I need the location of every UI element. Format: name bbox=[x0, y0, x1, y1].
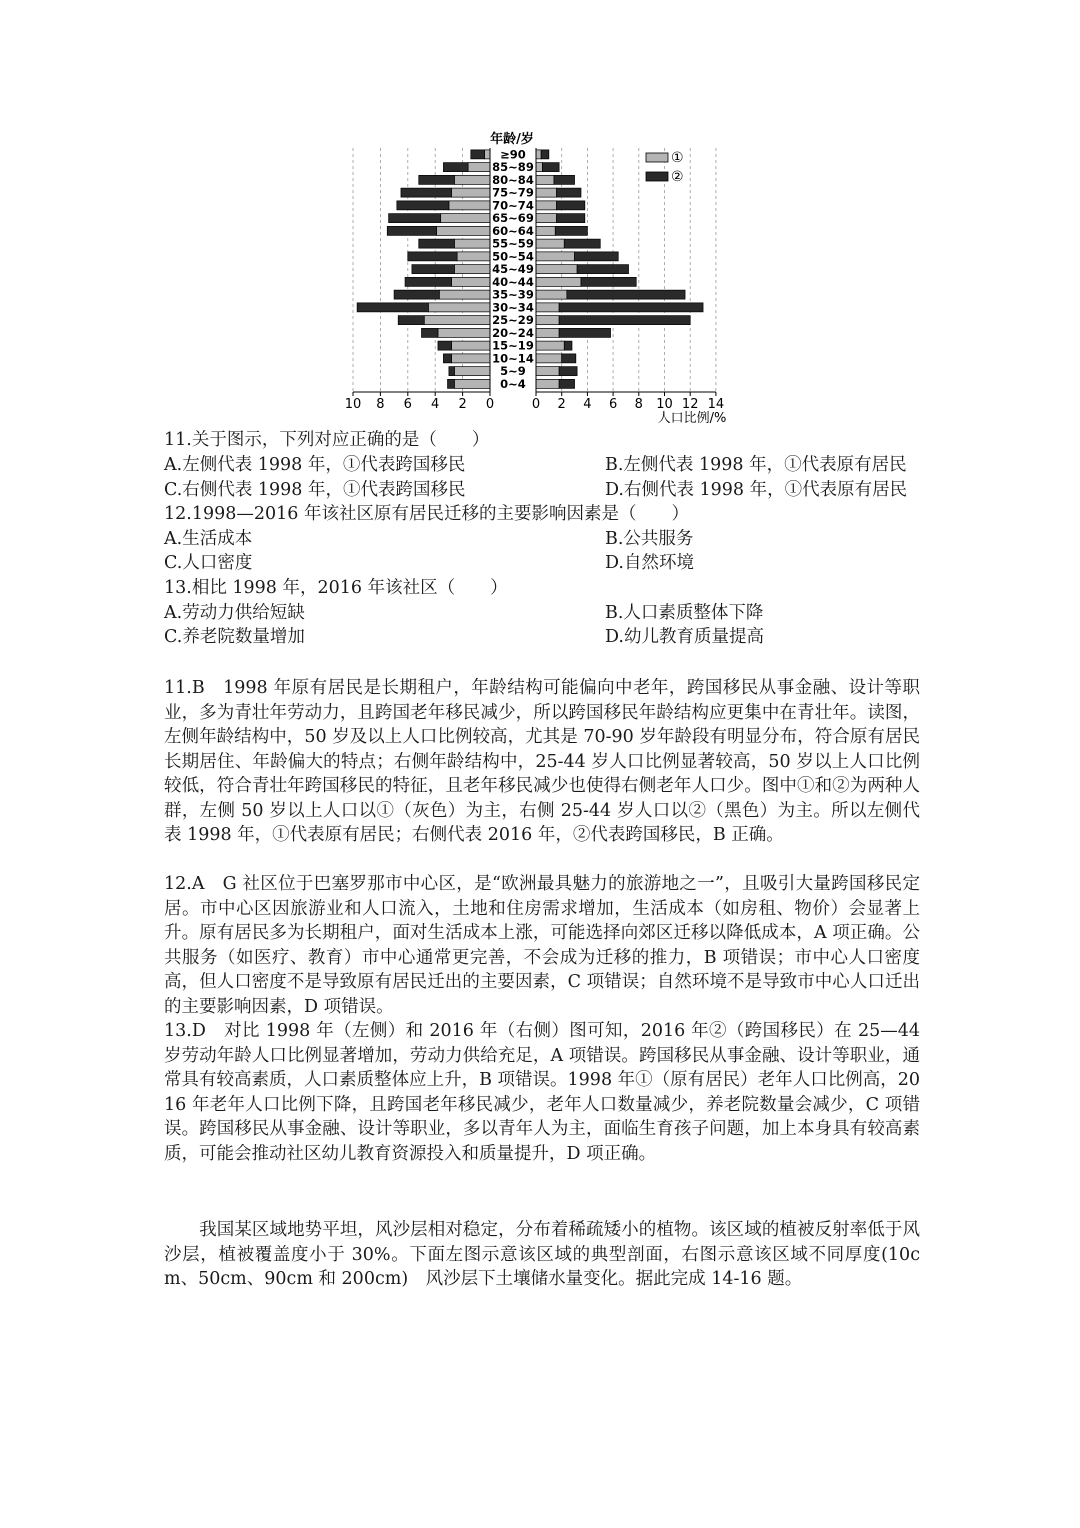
tick-label-right: 14 bbox=[707, 397, 725, 412]
bar-right-1 bbox=[536, 367, 559, 376]
age-label: 40~44 bbox=[492, 274, 534, 289]
q11-option-b: B.左侧代表 1998 年，①代表原有居民 bbox=[605, 455, 907, 475]
legend-label-2: ② bbox=[671, 169, 684, 185]
age-label: 0~4 bbox=[500, 376, 526, 391]
bar-left-1 bbox=[441, 214, 490, 223]
age-label: 50~54 bbox=[492, 249, 534, 264]
bar-right-1 bbox=[536, 150, 541, 159]
bar-right-1 bbox=[536, 265, 577, 274]
answer-12: 12.A G 社区位于巴塞罗那市中心区，是“欧洲最具魅力的旅游地之一”，且吸引大量跨国移民定居。市中心区因旅游业和人口流入，土地和住房需求增加，生活成本（如房租、物价）会显著上升。原有居民多为长期租户，面对生活成本上涨，可能选择向郊区迁移以降低成本，A 项正确。公共服务（如医疗、教育）市中心通常更完善，不会成为迁移的推力，B 项错误；市中心人口密度高，但人口密度不是导致原有居民迁出的主要因素，C 项错误；自然环境不是导致市中心人口迁出的主要影响因素，D 项错误。 bbox=[164, 874, 920, 1017]
bar-left-1 bbox=[449, 201, 490, 210]
bar-right-2 bbox=[559, 316, 690, 325]
legend-label-1: ① bbox=[671, 150, 684, 166]
bar-right-2 bbox=[559, 367, 577, 376]
age-labels bbox=[492, 147, 534, 391]
age-label: 35~39 bbox=[492, 287, 534, 302]
bar-right-1 bbox=[536, 226, 555, 235]
q11-option-a: A.左侧代表 1998 年，①代表跨国移民 bbox=[164, 455, 466, 475]
bar-right-2 bbox=[564, 341, 572, 350]
q11-option-d: D.右侧代表 1998 年，①代表原有居民 bbox=[605, 480, 908, 500]
bar-left-1 bbox=[452, 341, 490, 350]
tick-label-right: 10 bbox=[656, 397, 673, 412]
bar-right-2 bbox=[559, 303, 703, 312]
bar-right-2 bbox=[557, 201, 585, 210]
bar-left-2 bbox=[443, 163, 468, 172]
age-label: 45~49 bbox=[492, 262, 534, 277]
age-label: 85~89 bbox=[492, 160, 534, 175]
bar-right-1 bbox=[536, 201, 557, 210]
bar-right-2 bbox=[577, 265, 628, 274]
bar-right-1 bbox=[536, 341, 564, 350]
q12-stem: 12.1998—2016 年该社区原有居民迁移的主要影响因素是（ ） bbox=[164, 504, 689, 524]
bar-right-1 bbox=[536, 163, 542, 172]
bar-left-1 bbox=[452, 354, 490, 363]
tick-labels bbox=[345, 397, 724, 412]
tick-label-right: 0 bbox=[531, 397, 541, 412]
bar-right-1 bbox=[536, 277, 581, 286]
bar-right-2 bbox=[564, 239, 600, 248]
intro-paragraph-14-16: 我国某区域地势平坦，风沙层相对稳定，分布着稀疏矮小的植物。该区域的植被反射率低于风沙层，植被覆盖度小于 30%。下面左图示意该区域的典型剖面，右图示意该区域不同厚度(10cm、50cm、90cm 和 200cm) 风沙层下土壤储水量变化。据此完成 14-16 题。 bbox=[164, 1220, 920, 1289]
age-label: 30~34 bbox=[492, 300, 534, 315]
bar-right-2 bbox=[541, 150, 549, 159]
bar-right-2 bbox=[562, 354, 576, 363]
bar-left-2 bbox=[405, 277, 452, 286]
bar-right-2 bbox=[559, 379, 574, 388]
bar-right-2 bbox=[575, 252, 619, 261]
q12-option-d: D.自然环境 bbox=[605, 553, 694, 573]
q12-option-c: C.人口密度 bbox=[164, 553, 253, 573]
age-label: 25~29 bbox=[492, 313, 534, 328]
tick-label-left: 4 bbox=[431, 397, 440, 412]
bar-right-1 bbox=[536, 214, 557, 223]
q13-option-b: B.人口素质整体下降 bbox=[605, 603, 764, 623]
tick-label-left: 0 bbox=[485, 397, 495, 412]
bar-left-1 bbox=[438, 328, 490, 337]
bar-left-2 bbox=[449, 367, 454, 376]
legend-swatch-2 bbox=[646, 172, 668, 181]
age-label: 5~9 bbox=[500, 364, 526, 379]
tick-label-left: 10 bbox=[344, 397, 362, 412]
q13-stem: 13.相比 1998 年，2016 年该社区（ ） bbox=[164, 578, 508, 598]
bar-left-1 bbox=[454, 379, 490, 388]
q13-option-c: C.养老院数量增加 bbox=[164, 627, 305, 647]
bar-right-2 bbox=[557, 214, 585, 223]
q13-option-d: D.幼儿教育质量提高 bbox=[605, 627, 764, 647]
tick-label-left: 2 bbox=[458, 397, 467, 412]
bar-left-2 bbox=[448, 379, 455, 388]
bar-right-1 bbox=[536, 252, 575, 261]
bar-right-2 bbox=[581, 277, 636, 286]
bar-right-2 bbox=[559, 328, 610, 337]
bar-left-2 bbox=[401, 188, 452, 197]
q12-option-a: A.生活成本 bbox=[164, 529, 253, 549]
chart-grid bbox=[353, 148, 716, 392]
bar-left-1 bbox=[452, 277, 490, 286]
bar-left-1 bbox=[454, 367, 490, 376]
bar-left-2 bbox=[357, 303, 428, 312]
tick-label-left: 6 bbox=[403, 397, 412, 412]
bar-left-1 bbox=[454, 265, 490, 274]
y-axis-title: 年龄/岁 bbox=[490, 132, 534, 147]
bar-right-1 bbox=[536, 239, 564, 248]
bar-left-2 bbox=[471, 150, 485, 159]
tick-label-right: 6 bbox=[608, 397, 618, 412]
bar-right-1 bbox=[536, 316, 559, 325]
bar-left-2 bbox=[419, 175, 455, 184]
bar-right-1 bbox=[536, 328, 559, 337]
bar-left-2 bbox=[397, 201, 449, 210]
bar-left-1 bbox=[439, 290, 490, 299]
bar-right-2 bbox=[567, 290, 685, 299]
age-label: 55~59 bbox=[492, 236, 534, 251]
bar-right-1 bbox=[536, 303, 559, 312]
age-label: 80~84 bbox=[492, 172, 534, 187]
age-label: 65~69 bbox=[492, 211, 534, 226]
q12-option-b: B.公共服务 bbox=[605, 529, 694, 549]
bar-left-2 bbox=[438, 341, 452, 350]
bar-right-2 bbox=[555, 226, 587, 235]
tick-label-left: 8 bbox=[376, 397, 385, 412]
age-label: 20~24 bbox=[492, 325, 534, 340]
bar-left-1 bbox=[485, 150, 490, 159]
bar-left-2 bbox=[398, 316, 424, 325]
tick-label-right: 2 bbox=[557, 397, 566, 412]
bar-right-2 bbox=[557, 188, 581, 197]
bar-left-1 bbox=[468, 163, 490, 172]
bar-right-1 bbox=[536, 290, 567, 299]
tick-label-right: 4 bbox=[583, 397, 592, 412]
bar-left-2 bbox=[422, 328, 438, 337]
answer-11: 11.B 1998 年原有居民是长期租户，年龄结构可能偏向中老年，跨国移民从事金融、设计等职业，多为青壮年劳动力，且跨国老年移民减少，所以跨国移民年龄结构应更集中在青壮年。读图，左侧年龄结构中，50 岁及以上人口比例较高，尤其是 70-90 岁年龄段有明显分布，符合原有居民长期居住、年龄偏大的特点；右侧年龄结构中，25-44 岁人口比例显著较高，50 岁以上人口比例较低，符合青壮年跨国移民的特征，且老年移民减少也使得右侧老年人口少。图中①和②为两种人群，左侧 50 岁以上人口以①（灰色）为主，右侧 25-44 岁人口以②（黑色）为主。所以左侧代表 1998 年，①代表原有居民；右侧代表 2016 年，②代表跨国移民，B 正确。 bbox=[164, 678, 920, 845]
population-pyramid-chart bbox=[340, 126, 740, 426]
q11-option-c: C.右侧代表 1998 年，①代表跨国移民 bbox=[164, 480, 466, 500]
bar-left-2 bbox=[443, 354, 451, 363]
bar-right-1 bbox=[536, 188, 557, 197]
bar-left-1 bbox=[452, 188, 490, 197]
bar-right-2 bbox=[542, 163, 559, 172]
age-label: 15~19 bbox=[492, 338, 534, 353]
bar-left-1 bbox=[457, 252, 490, 261]
bar-left-2 bbox=[408, 252, 457, 261]
age-label: 75~79 bbox=[492, 185, 534, 200]
age-label: 70~74 bbox=[492, 198, 534, 213]
bar-left-1 bbox=[424, 316, 490, 325]
bar-left-2 bbox=[394, 290, 439, 299]
answer-13: 13.D 对比 1998 年（左侧）和 2016 年（右侧）图可知，2016 年②（跨国移民）在 25—44 岁劳动年龄人口比例显著增加，劳动力供给充足，A 项错误。跨国移民从事金融、设计等职业，通常具有较高素质，人口素质整体应上升，B 项错误。1998 年①（原有居民）老年人口比例高，2016 年老年人口比例下降，且跨国老年移民减少，老年人口数量减少，养老院数量会减少，C 项错误。跨国移民从事金融、设计等职业，多以青年人为主，面临生育孩子问题，加上本身具有较高素质，可能会推动社区幼儿教育资源投入和质量提升，D 项正确。 bbox=[164, 1021, 920, 1164]
bar-right-1 bbox=[536, 379, 559, 388]
bar-left-2 bbox=[389, 214, 441, 223]
q13-option-a: A.劳动力供给短缺 bbox=[164, 603, 305, 623]
bar-right-1 bbox=[536, 354, 562, 363]
bar-left-1 bbox=[437, 226, 490, 235]
tick-label-right: 8 bbox=[634, 397, 643, 412]
age-label: ≥90 bbox=[500, 147, 526, 162]
bar-left-1 bbox=[454, 239, 490, 248]
x-axis-title: 人口比例/% bbox=[657, 411, 727, 426]
bar-left-1 bbox=[454, 175, 490, 184]
bar-right-2 bbox=[554, 175, 575, 184]
legend-swatch-1 bbox=[646, 153, 668, 162]
q11-stem: 11.关于图示，下列对应正确的是（ ） bbox=[164, 430, 490, 450]
bar-left-2 bbox=[419, 239, 455, 248]
bar-left-2 bbox=[412, 265, 454, 274]
bar-left-1 bbox=[428, 303, 490, 312]
age-label: 60~64 bbox=[492, 223, 534, 238]
age-label: 10~14 bbox=[492, 351, 534, 366]
tick-label-right: 12 bbox=[681, 397, 699, 412]
bar-left-2 bbox=[387, 226, 436, 235]
bar-right-1 bbox=[536, 175, 554, 184]
